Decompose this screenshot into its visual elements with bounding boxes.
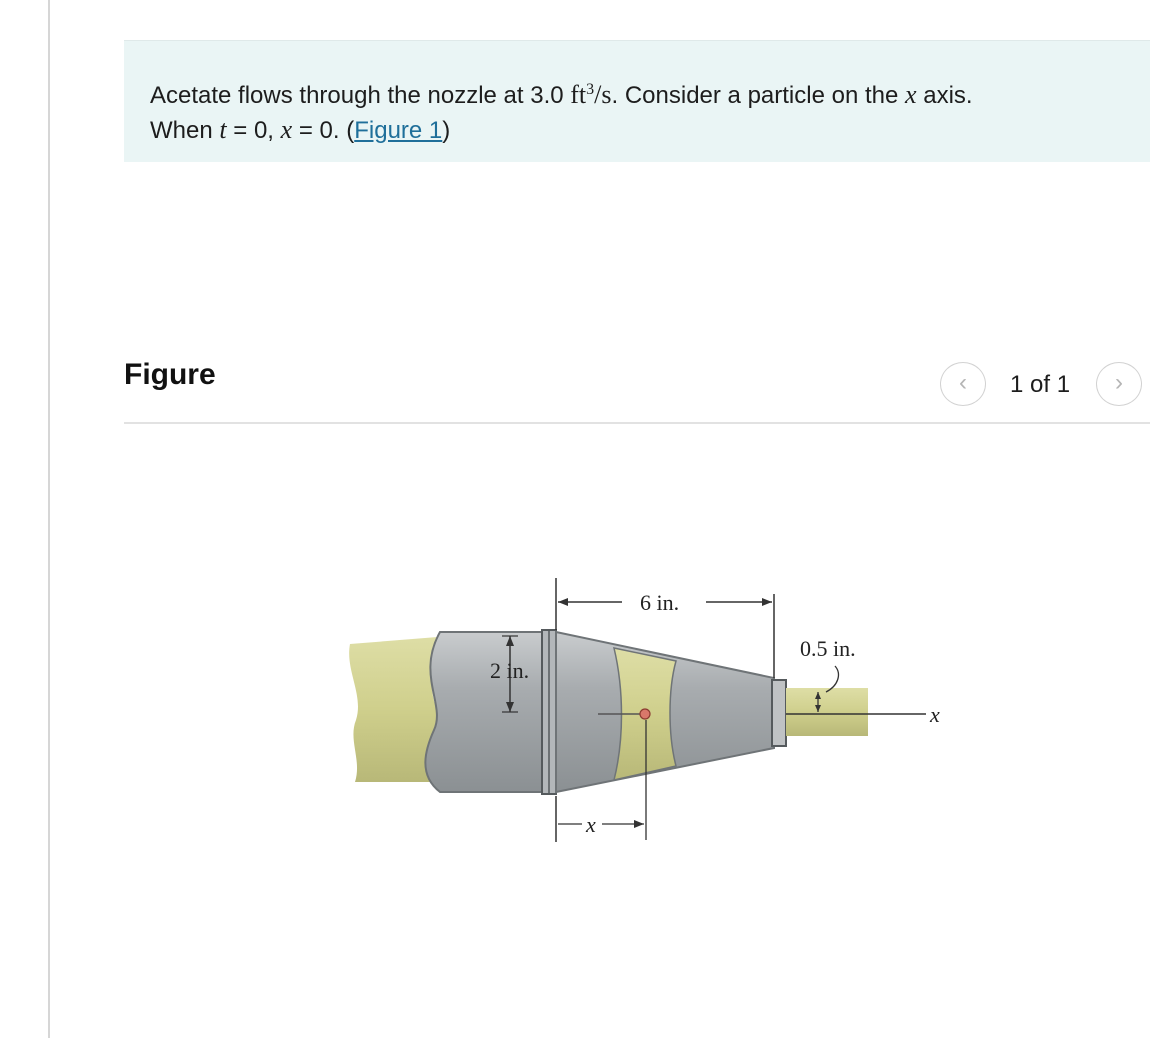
- particle-x-label: x: [586, 812, 596, 837]
- pager-count: 1 of 1: [1010, 371, 1071, 398]
- problem-statement-box: [124, 40, 1150, 162]
- chevron-left-icon[interactable]: ‹: [940, 362, 986, 406]
- problem-text-part: ): [442, 117, 451, 144]
- math-var-x: x: [280, 115, 293, 144]
- particle-marker: [640, 709, 650, 719]
- x-axis-label: x: [930, 702, 940, 727]
- outlet-jet: [786, 688, 868, 736]
- problem-text-part: = 0. (: [292, 117, 355, 144]
- math-var-x: x: [905, 80, 917, 109]
- problem-text-part: = 0,: [226, 117, 281, 144]
- math-var-t: t: [219, 115, 227, 144]
- problem-text-part: When: [150, 117, 220, 144]
- problem-text-part: . Consider a particle on the: [611, 82, 905, 109]
- length-dimension-label: 6 in.: [640, 590, 680, 615]
- left-divider: [48, 0, 50, 1038]
- outlet-collar: [772, 680, 786, 746]
- problem-text: [150, 73, 1140, 148]
- figure-divider: [124, 422, 1150, 424]
- figure-heading: Figure: [124, 358, 216, 391]
- figure-pager: [940, 362, 1150, 408]
- problem-text-part: Acetate flows through the nozzle at 3.0: [150, 82, 571, 109]
- unit-ft: ft: [570, 80, 587, 109]
- figure-1-link[interactable]: Figure 1: [354, 117, 443, 144]
- chevron-right-icon[interactable]: ›: [1096, 362, 1142, 406]
- unit-exponent: 3: [586, 81, 595, 98]
- unit-per-second: /s: [594, 80, 612, 109]
- outlet-diameter-label: 0.5 in.: [800, 636, 856, 661]
- nozzle-figure: [330, 570, 950, 850]
- inlet-diameter-label: 2 in.: [490, 658, 530, 683]
- inlet-pipe: [425, 632, 545, 792]
- problem-text-part: axis.: [916, 82, 973, 109]
